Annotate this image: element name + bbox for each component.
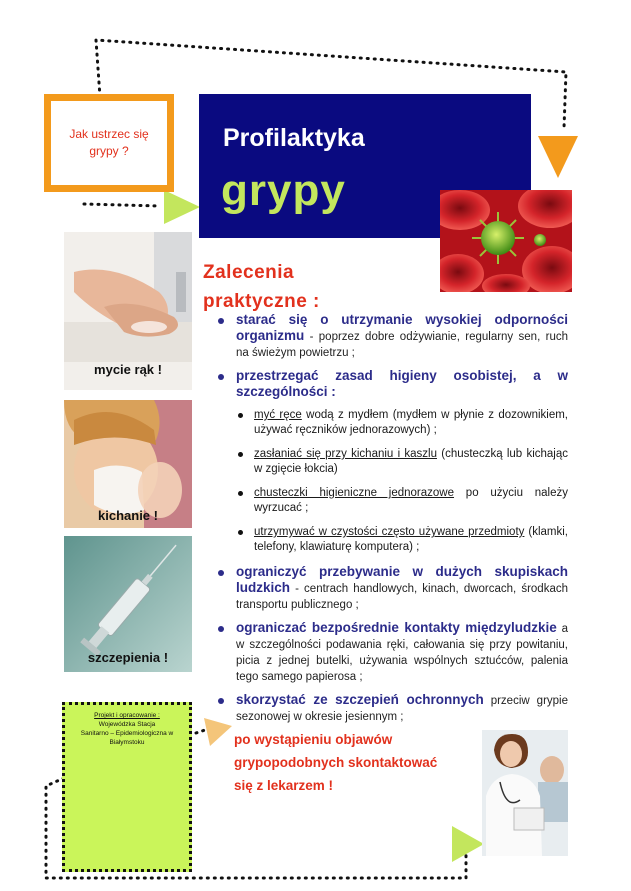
sub-list-item [236, 447, 568, 477]
sub-list-item [236, 525, 568, 555]
lime-arrow-right-icon [164, 190, 200, 224]
sub-item-underlined: zasłaniać się przy kichaniu i kaszlu [254, 448, 437, 460]
credits-line: Wojewódzka Stacja [98, 721, 156, 728]
list-item [218, 692, 568, 725]
lime-arrow-right-small-icon [452, 826, 484, 862]
sub-item-underlined: myć ręce [254, 409, 302, 421]
sub-item-underlined: utrzymywać w czystości często używane przedmioty [254, 526, 525, 538]
sneezing-image [64, 400, 192, 528]
final-advice: po wystąpieniu objawów grypopodobnych skontaktować się z lekarzem ! [234, 732, 438, 793]
title-line1: Profilaktyka [223, 124, 365, 152]
item-bold: ograniczyć przebywanie w dużych skupiskach ludzkich [236, 564, 568, 595]
virus-image [440, 190, 572, 292]
item-bold: starać się o utrzymanie wysokiej odporności organizmu [236, 312, 568, 343]
sub-item-rest: (chusteczką lub kichając w zgięcie łokcia) [254, 448, 568, 475]
orange-arrow-down-icon [538, 136, 578, 178]
list-item [218, 368, 568, 555]
sub-list-item [236, 486, 568, 516]
hygiene-sublist [236, 408, 568, 555]
item-bold: ograniczać bezpośrednie kontakty międzyludzkie [236, 620, 557, 635]
item-rest: - centrach handlowych, kinach, dworcach, środkach transportu publicznego ; [236, 583, 568, 611]
item-bold: przestrzegać zasad higieny osobistej, a w szczególności : [236, 368, 568, 399]
handwashing-caption: mycie rąk ! [94, 362, 162, 377]
vaccination-image [64, 536, 192, 672]
list-item [218, 620, 568, 685]
credits-title: Projekt i opracowanie : [94, 712, 160, 719]
sub-list-item [236, 408, 568, 438]
doctor-image [482, 730, 568, 856]
credits-line: Sanitarno – Epidemiologiczna w [80, 730, 174, 737]
sub-item-rest: po użyciu należy wyrzucać ; [254, 487, 569, 514]
item-rest: a w szczególności podawania ręki, całowania się przy powitaniu, picia z jednej butelki, używania wspólnych sztućców, palenia tego samego papierosa ; [236, 623, 568, 683]
question-box [44, 94, 174, 192]
handwashing-image [64, 232, 192, 390]
title-line2: grypy [221, 166, 346, 215]
question-text: Jak ustrzec się grypy ? [69, 127, 149, 158]
item-bold: skorzystać ze szczepień ochronnych [236, 692, 484, 707]
list-item [218, 564, 568, 613]
sub-item-rest: (klamki, telefony, klawiaturę komputera) ; [254, 526, 568, 553]
item-rest: przeciw grypie sezonowej w okresie jesiennym ; [236, 695, 568, 723]
sneezing-caption: kichanie ! [98, 508, 158, 523]
credits-box [62, 702, 192, 872]
vaccination-caption: szczepienia ! [87, 650, 169, 665]
item-rest: - poprzez dobre odżywianie, regularny sen, ruch na świeżym powietrzu ; [236, 331, 568, 359]
credits-line: Białymstoku [109, 739, 145, 746]
sub-item-rest: wodą z mydłem (mydłem w płynie z dozownikiem, używać ręczników jednorazowych) ; [254, 409, 568, 436]
recommendations-list [218, 312, 568, 732]
section-heading: Zalecenia praktyczne : [203, 262, 320, 312]
sub-item-underlined: chusteczki higieniczne jednorazowe [254, 487, 455, 499]
list-item [218, 312, 568, 361]
